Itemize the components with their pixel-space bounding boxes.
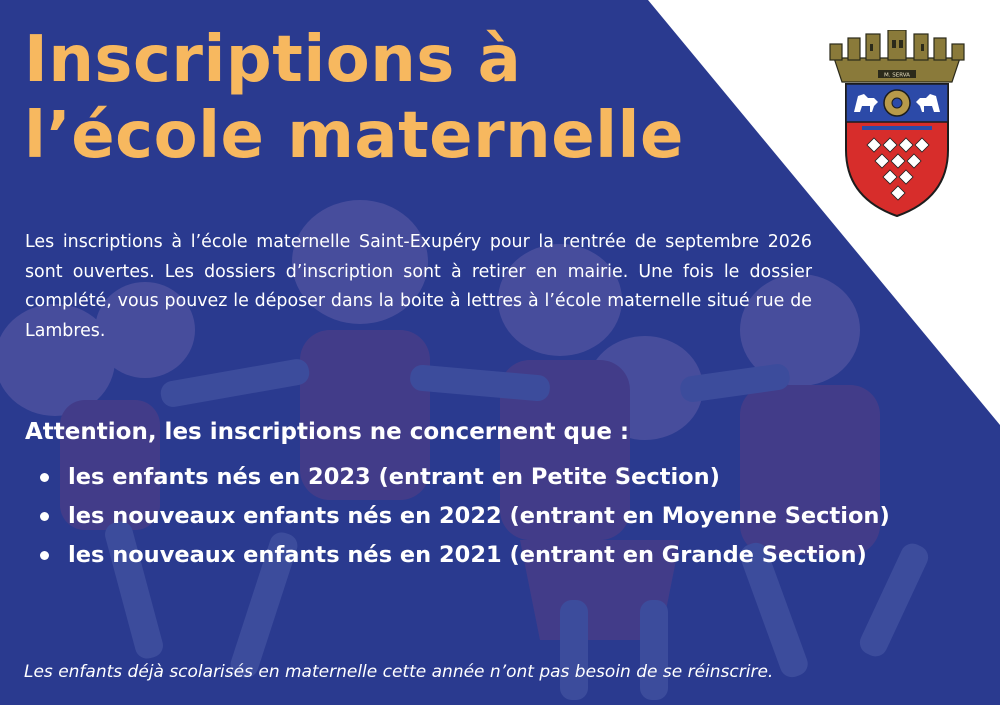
condition-text: les nouveaux enfants nés en 2022 (entrant en Moyenne Section) bbox=[68, 503, 890, 529]
list-item bbox=[38, 497, 890, 536]
page-title bbox=[24, 22, 684, 174]
title-line-1: Inscriptions à bbox=[24, 23, 522, 97]
bullet-icon bbox=[40, 551, 49, 560]
intro-paragraph: Les inscriptions à l’école maternelle Saint-Exupéry pour la rentrée de septembre 2026 sont ouvertes. Les dossiers d’inscription sont à retirer en mairie. Une fois le dossier complété, vous pouvez le déposer dans la boite à lettres à l’école maternelle situé rue de Lambres. bbox=[25, 232, 812, 341]
list-item bbox=[38, 458, 890, 497]
attention-heading: Attention, les inscriptions ne concernent que : bbox=[25, 419, 630, 445]
list-item bbox=[38, 536, 890, 575]
footnote: Les enfants déjà scolarisés en maternelle cette année n’ont pas besoin de se réinscrire. bbox=[24, 662, 774, 682]
condition-text: les nouveaux enfants nés en 2021 (entrant en Grande Section) bbox=[68, 542, 867, 568]
bullet-icon bbox=[40, 473, 49, 482]
bullet-icon bbox=[40, 512, 49, 521]
title-line-2: l’école maternelle bbox=[24, 99, 684, 173]
crest-banner-text: M. SERVA bbox=[884, 72, 910, 79]
condition-text: les enfants nés en 2023 (entrant en Petite Section) bbox=[68, 464, 720, 490]
town-coat-of-arms-icon bbox=[828, 30, 966, 220]
conditions-list bbox=[38, 458, 890, 575]
